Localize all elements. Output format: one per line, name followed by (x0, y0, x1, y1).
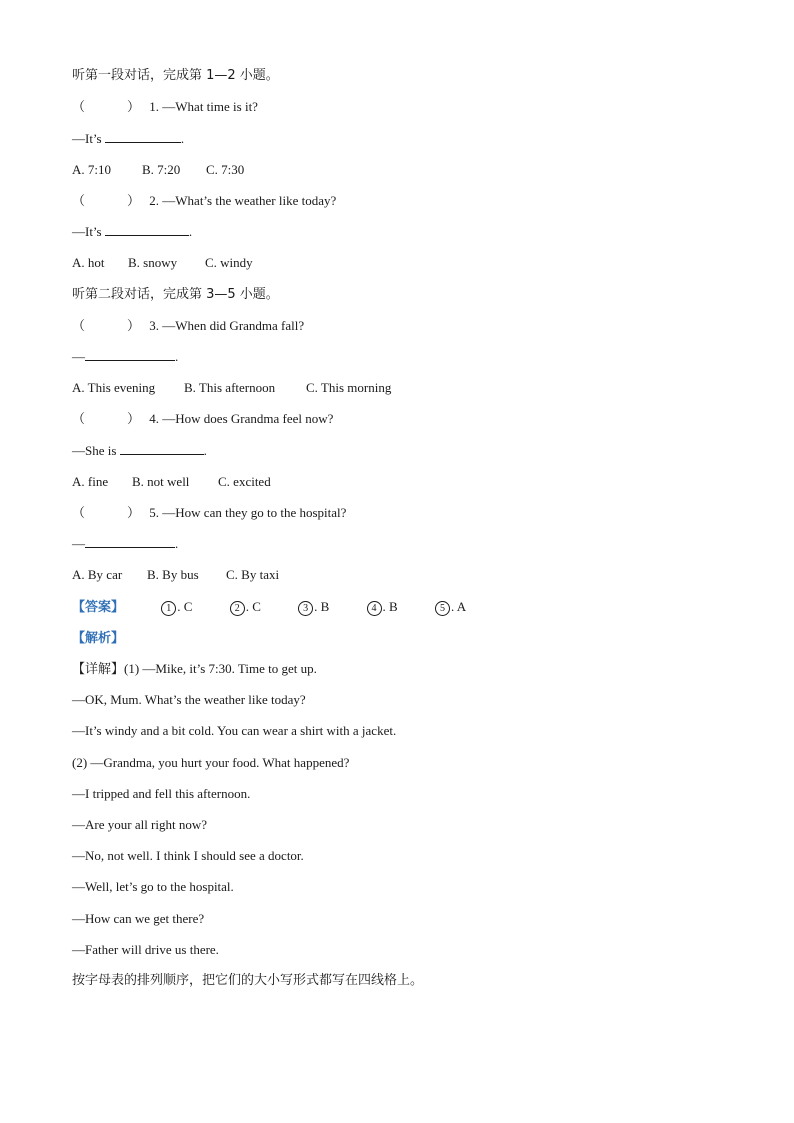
reply-lead: —It’s (72, 224, 102, 239)
analysis-line: —Well, let’s go to the hospital. (72, 879, 234, 894)
option-c: C. This morning (306, 380, 392, 395)
answer-paren-close: ） (127, 100, 141, 115)
option-a: A. hot (72, 255, 105, 270)
question-5 (72, 503, 346, 523)
reply-end: . (203, 443, 207, 458)
reply-end: . (180, 131, 185, 146)
analysis-label-row (72, 628, 124, 648)
question-4-reply (72, 441, 207, 461)
option-a: A. By car (72, 567, 123, 582)
question-3-options (72, 378, 391, 398)
option-a: A. This evening (72, 380, 156, 395)
fill-blank[interactable] (120, 441, 204, 455)
analysis-line: —I tripped and fell this afternoon. (72, 786, 251, 801)
circled-number: 4 (367, 601, 382, 616)
reply-end: . (175, 349, 179, 364)
answer-paren-close: ） (127, 412, 141, 427)
fill-blank[interactable] (105, 222, 189, 236)
answer-paren-close: ） (127, 319, 141, 334)
question-3-reply (72, 347, 178, 367)
question-2-prompt: 2. —What’s the weather like today? (149, 193, 337, 208)
analysis-line: —Father will drive us there. (72, 942, 219, 957)
question-5-reply (72, 534, 178, 554)
answer-paren-open: （ (72, 100, 86, 115)
answer-paren-close: ） (127, 194, 141, 209)
option-c: C. excited (218, 474, 271, 489)
option-c: C. 7:30 (206, 162, 245, 177)
section2-heading: 听第二段对话，完成第 3—5 小题。 (72, 287, 279, 302)
question-2-options (72, 253, 253, 273)
option-b: B. 7:20 (142, 162, 181, 177)
next-instruction: 按字母表的排列顺序，把它们的大小写形式都写在四线格上。 (72, 973, 424, 988)
answer-item: 3 . B (298, 597, 329, 617)
answer-paren-close: ） (127, 506, 141, 521)
circled-number: 1 (161, 601, 176, 616)
answer-item: 2 . C (230, 597, 261, 617)
option-b: B. not well (132, 474, 190, 489)
detail-label: 【详解】 (72, 662, 125, 677)
analysis-line: (2) —Grandma, you hurt your food. What happened? (72, 755, 350, 770)
question-3-prompt: 3. —When did Grandma fall? (149, 318, 305, 333)
circled-number: 5 (435, 601, 450, 616)
option-c: C. windy (205, 255, 253, 270)
reply-lead: —It’s (72, 131, 102, 146)
circled-number: 2 (230, 601, 245, 616)
option-b: B. snowy (128, 255, 178, 270)
analysis-line: —Are your all right now? (72, 817, 208, 832)
reply-lead: — (72, 349, 85, 364)
answer-paren-open: （ (72, 506, 86, 521)
option-a: A. fine (72, 474, 109, 489)
answer-item: 4 . B (367, 597, 398, 617)
question-5-options (72, 565, 279, 585)
analysis-line: —No, not well. I think I should see a doctor. (72, 848, 304, 863)
answer-label: 【答案】 (72, 600, 125, 615)
question-1-prompt: 1. —What time is it? (149, 99, 258, 114)
fill-blank[interactable] (85, 534, 175, 548)
answer-paren-open: （ (72, 412, 86, 427)
question-4-prompt: 4. —How does Grandma feel now? (149, 411, 334, 426)
analysis-line: —It’s windy and a bit cold. You can wear a shirt with a jacket. (72, 723, 397, 738)
analysis-line: 【详解】(1) —Mike, it’s 7:30. Time to get up. (72, 661, 317, 677)
option-b: B. By bus (147, 567, 199, 582)
reply-lead: —She is (72, 443, 117, 458)
answer-paren-open: （ (72, 194, 86, 209)
answer-paren-open: （ (72, 319, 86, 334)
question-2 (72, 191, 336, 211)
question-1 (72, 97, 258, 117)
circled-number: 3 (298, 601, 313, 616)
reply-end: . (175, 536, 179, 551)
answer-item: 1 . C (161, 597, 192, 617)
answer-item: 5 . A (435, 597, 466, 617)
fill-blank[interactable] (85, 347, 175, 361)
question-1-options (72, 160, 244, 180)
question-4 (72, 409, 333, 429)
option-b: B. This afternoon (184, 380, 276, 395)
question-3 (72, 316, 304, 336)
analysis-line: —How can we get there? (72, 911, 205, 926)
analysis-line: —OK, Mum. What’s the weather like today? (72, 692, 306, 707)
analysis-label: 【解析】 (72, 631, 125, 646)
question-1-reply (72, 129, 184, 149)
question-5-prompt: 5. —How can they go to the hospital? (149, 505, 347, 520)
question-4-options (72, 472, 271, 492)
fill-blank[interactable] (105, 129, 181, 143)
option-a: A. 7:10 (72, 162, 111, 177)
reply-end: . (188, 224, 193, 239)
question-2-reply (72, 222, 192, 242)
option-c: C. By taxi (226, 567, 280, 582)
answer-row (72, 597, 466, 617)
reply-lead: — (72, 536, 85, 551)
section1-heading: 听第一段对话，完成第 1—2 小题。 (72, 68, 279, 83)
